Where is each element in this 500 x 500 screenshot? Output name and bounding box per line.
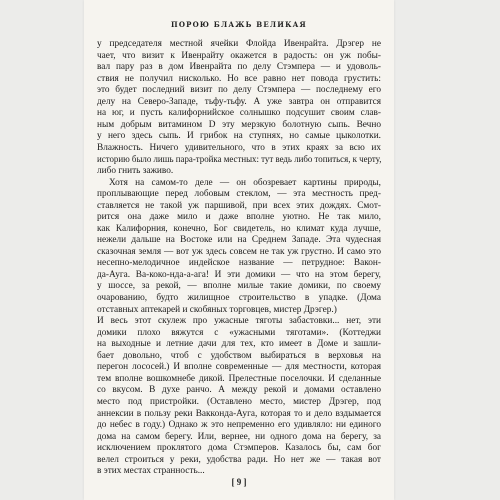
text-line: проплывающие перед лобовым стеклом, — эта местность пред- [97, 189, 381, 200]
text-line: это будет последний визит по делу Стэмпера — последнему его [97, 85, 381, 96]
page-number: [ 9 ] [231, 477, 247, 487]
body-text [97, 39, 381, 478]
text-line: как Калифорния, конечно, Бог свидетель, но климат куда лучше, [97, 223, 381, 234]
text-line: со вкусом. В духе ранчо. А между рекой и домами оставлено [97, 385, 381, 396]
text-line: Хотя на самом-то деле — он обозревает картины природы, [109, 177, 381, 188]
text-line: да-Ауга. Ва-коко-нда-а-ага! И эти домики — что на этом берегу, [97, 269, 381, 280]
text-line: И весь этот скулеж про ужасные тяготы забастовки... нет, эти [97, 316, 381, 327]
text-line: сказочная земля — вот уж здесь совсем не так уж грустно. И само это [97, 246, 381, 257]
text-line: в этих местах странность... [97, 466, 205, 477]
text-line: ставляется не такой уж паршивой, при всех этих дождях. Смот- [97, 200, 381, 211]
text-line: у него здесь сыпь. И грибок на ступнях, но самые цыколотки. [97, 131, 381, 142]
book-page [84, 0, 394, 500]
text-line: очарованию, будто жилищное строительство в упадке. (Дома [97, 293, 381, 304]
text-line: чает, что визит к Ивенрайту окажется в радость: он уж побы- [97, 50, 381, 61]
text-line: вал пару раз в дом Ивенрайта по делу Стэмпера — и удоволь- [97, 62, 381, 73]
text-line: у шоссе, за рекой, — вполне милые такие домики, по своему [97, 281, 381, 292]
text-line: перегон лососей.) И вполне современные — для местности, которая [97, 362, 381, 373]
text-line: на выходные и летние дачи для тех, кто имеет в Доме и зашли- [97, 339, 381, 350]
text-line: на юг, и пусть калифорнийское солнышко подсушит своим слав- [97, 108, 381, 119]
text-line: либо гнить заживо. [97, 166, 174, 177]
text-line: до небес в году.) Однако ж это непременно его удивляло: ни единого [97, 420, 381, 431]
text-line: тем вполне вошкомнебе дикой. Прелестные поселочки. И сделанные [97, 373, 381, 384]
text-line: несепно-мелодичное индейское название — петрудное: Вакон- [97, 258, 381, 269]
text-line: нежели дальше на Востоке или на Среднем Западе. Эта чудесная [97, 235, 381, 246]
text-line: исключением проклятого дома Стэмперов. Казалось бы, сам бог [97, 443, 381, 454]
running-head: ПОРОЮ БЛАЖЬ ВЕЛИКАЯ [171, 20, 307, 29]
text-line: у председателя местной ячейки Флойда Ивенрайта. Дрэгер не [97, 39, 381, 49]
text-line: бает довольно, чтоб с удобством выбираться в верховья на [97, 350, 381, 361]
text-line: место под пристройки. (Оставлено место, мистер Дрэгер, под [97, 396, 381, 407]
text-line: ствия не получил нисколько. Но все равно нет повода грустить: [97, 73, 381, 84]
text-line: Влажность. Ничего удивительного, что в этих краях за всю их [97, 142, 381, 153]
text-line: дома на самом берегу. Или, вернее, ни одного дома на берегу, за [97, 431, 381, 442]
text-line: велел строиться у реки, удобства ради. Но нет же — такая вот [97, 454, 381, 465]
text-line: делу на Северо-Западе, тьфу-тьфу. А уже завтра он отправится [97, 96, 381, 107]
text-line: домики плохо вяжутся с «ужасными тяготами». (Коттеджи [97, 327, 381, 338]
text-line: ным добрым витамином D эту мерзкую болотную сыпь. Вечно [97, 119, 381, 130]
text-line: историю было лишь пара-тройка местных: тут ведь либо топиться, к черту, [97, 154, 382, 165]
text-line: отставных аптекарей и скобяных торговцев, мистер Дрэгер.) [97, 304, 337, 315]
text-line: аннексии в пользу реки Вакконда-Ауга, которая то и дело вздымается [97, 408, 381, 419]
text-line: рится она даже мило и даже вполне уютно. Не так мило, [97, 212, 381, 223]
